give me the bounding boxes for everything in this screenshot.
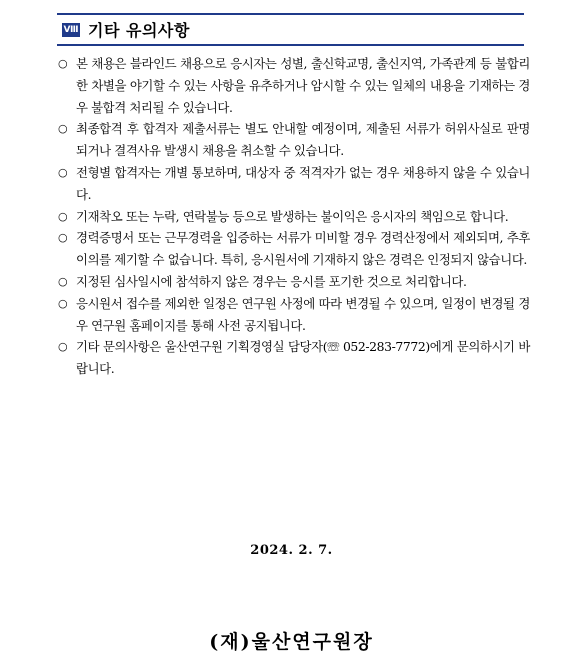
list-item <box>58 53 530 118</box>
list-item <box>58 162 530 206</box>
bullet-circle-icon: ○ <box>58 296 68 310</box>
section-title: 기타 유의사항 <box>88 21 190 40</box>
bullet-circle-icon: ○ <box>58 165 68 179</box>
notice-text: 경력증명서 또는 근무경력을 입증하는 서류가 미비할 경우 경력산정에서 제외되며, 추후 이의를 제기할 수 없습니다. 특히, 응시원서에 기재하지 않은 경력은 인정되지 않습니다. <box>76 230 530 268</box>
notice-text: 최종합격 후 합격자 제출서류는 별도 안내할 예정이며, 제출된 서류가 허위사실로 판명되거나 결격사유 발생시 채용을 취소할 수 있습니다. <box>76 121 530 159</box>
list-item <box>58 227 530 271</box>
list-item <box>58 293 530 337</box>
notice-list <box>58 53 530 380</box>
notice-text: 기재착오 또는 누락, 연락불능 등으로 발생하는 불이익은 응시자의 책임으로 합니다. <box>76 208 509 224</box>
section-numeral: Ⅷ <box>63 24 79 35</box>
notice-text: 지정된 심사일시에 참석하지 않은 경우는 응시를 포기한 것으로 처리합니다. <box>76 273 467 289</box>
bullet-circle-icon: ○ <box>58 209 68 223</box>
document-date: 2024. 2. 7. <box>250 543 333 558</box>
list-item <box>58 271 530 293</box>
list-item <box>58 118 530 162</box>
notice-text: 전형별 합격자는 개별 통보하며, 대상자 중 적격자가 없는 경우 채용하지 않을 수 있습니다. <box>76 164 530 202</box>
bullet-circle-icon: ○ <box>58 122 68 136</box>
list-item <box>58 336 530 380</box>
list-item <box>58 206 530 228</box>
issuer-signature: (재)울산연구원장 <box>209 631 374 653</box>
bullet-circle-icon: ○ <box>58 231 68 245</box>
notice-text: 본 채용은 블라인드 채용으로 응시자는 성별, 출신학교명, 출신지역, 가족관계 등 불합리한 차별을 야기할 수 있는 사항을 유추하거나 암시할 수 있는 일체의 내용을 기재하는 경우 불합격 처리될 수 있습니다. <box>76 56 530 115</box>
bullet-circle-icon: ○ <box>58 340 68 354</box>
notice-text: 기타 문의사항은 울산연구원 기획경영실 담당자(☏ 052-283-7772)에게 문의하시기 바랍니다. <box>76 339 530 377</box>
notice-text: 응시원서 접수를 제외한 일정은 연구원 사정에 따라 변경될 수 있으며, 일정이 변경될 경우 연구원 홈페이지를 통해 사전 공지됩니다. <box>76 295 530 333</box>
section-header <box>57 13 524 46</box>
bullet-circle-icon: ○ <box>58 274 68 288</box>
bullet-circle-icon: ○ <box>58 57 68 70</box>
